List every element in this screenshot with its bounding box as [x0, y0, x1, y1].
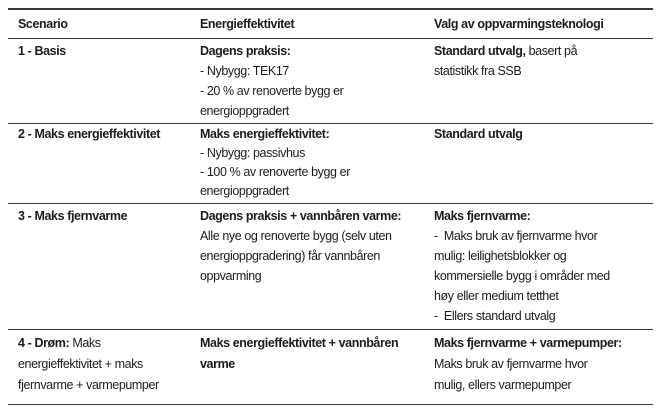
text-line [434, 246, 648, 266]
header-energieffektivitet: Energieffektivitet [200, 17, 295, 31]
table-body [8, 39, 653, 405]
table-row [8, 330, 653, 405]
text-line [200, 266, 419, 286]
cell-oppvarming [424, 204, 653, 329]
cell-scenario [8, 204, 190, 329]
text-run: basert på [525, 44, 578, 58]
bold-text-run: Maks fjernvarme: [434, 209, 531, 223]
text-run: Maks [69, 336, 101, 350]
text-line [434, 125, 648, 144]
text-line [200, 81, 419, 101]
text-run: mulig: leilighetsblokker og [434, 249, 567, 263]
bold-text-run: Dagens praksis: [200, 44, 291, 58]
text-line [434, 41, 648, 61]
cell-energieffektivitet [190, 204, 424, 329]
text-run: energioppgradert [200, 184, 289, 198]
text-line [434, 306, 648, 326]
bold-text-run: Maks energieffektivitet: [200, 127, 330, 141]
text-run: - 20 % av renoverte bygg er [200, 84, 344, 98]
cell-energieffektivitet [190, 124, 424, 203]
scenario-table [8, 8, 653, 405]
text-line [434, 286, 648, 306]
text-run: energioppgradert [200, 104, 289, 118]
cell-oppvarming [424, 330, 653, 404]
table-row [8, 39, 653, 124]
table-row [8, 124, 653, 204]
text-run: energioppgradering) får vannbåren [200, 249, 380, 263]
text-run: energieffektivitet + maks [18, 357, 143, 371]
text-line [434, 354, 648, 375]
text-run: kommersielle bygg i områder med [434, 269, 610, 283]
text-line [200, 144, 419, 163]
text-line [434, 266, 648, 286]
text-run: fjernvarme + varmepumper [18, 378, 159, 392]
bold-text-run: 4 - Drøm: [18, 336, 70, 350]
text-run: Maks bruk av fjernvarme hvor [434, 357, 588, 371]
text-line [434, 226, 648, 246]
text-line [200, 206, 419, 226]
text-line [18, 354, 185, 375]
bold-text-run: varme [200, 357, 235, 371]
bold-text-run: Standard utvalg, [434, 44, 526, 58]
text-run: mulig, ellers varmepumper [434, 378, 572, 392]
header-scenario: Scenario [18, 17, 68, 31]
text-line [18, 41, 185, 61]
text-line [200, 354, 419, 375]
text-line [200, 333, 419, 354]
text-line [434, 375, 648, 396]
text-line [200, 226, 419, 246]
bold-text-run: Maks fjernvarme + varmepumper: [434, 336, 622, 350]
cell-energieffektivitet [190, 330, 424, 404]
cell-scenario [8, 124, 190, 203]
table-header-row [8, 10, 653, 39]
text-run: Alle nye og renoverte bygg (selv uten [200, 229, 392, 243]
cell-scenario [8, 330, 190, 404]
text-run: - 100 % av renoverte bygg er [200, 165, 351, 179]
text-line [200, 163, 419, 182]
text-run: - Maks bruk av fjernvarme hvor [434, 229, 598, 243]
text-line [434, 333, 648, 354]
cell-oppvarming [424, 39, 653, 123]
text-line [18, 125, 185, 144]
text-line [200, 41, 419, 61]
cell-energieffektivitet [190, 39, 424, 123]
table-row [8, 204, 653, 330]
text-line [18, 375, 185, 396]
bold-text-run: 2 - Maks energieffektivitet [18, 127, 161, 141]
text-line [18, 206, 185, 226]
text-line [18, 333, 185, 354]
bold-text-run: 1 - Basis [18, 44, 66, 58]
bold-text-run: Standard utvalg [434, 127, 523, 141]
header-valg-av-oppvarmingsteknologi: Valg av oppvarmingsteknologi [434, 17, 604, 31]
text-run: høy eller medium tetthet [434, 289, 559, 303]
text-run: - Nybygg: TEK17 [200, 64, 289, 78]
text-line [200, 101, 419, 121]
text-line [200, 61, 419, 81]
text-line [434, 61, 648, 81]
bold-text-run: Dagens praksis + vannbåren varme: [200, 209, 402, 223]
text-run: statistikk fra SSB [434, 64, 522, 78]
text-line [200, 246, 419, 266]
text-line [200, 125, 419, 144]
text-run: - Ellers standard utvalg [434, 309, 556, 323]
bold-text-run: Maks energieffektivitet + vannbåren [200, 336, 399, 350]
text-run: oppvarming [200, 269, 262, 283]
cell-oppvarming [424, 124, 653, 203]
text-line [434, 206, 648, 226]
text-run: - Nybygg: passivhus [200, 146, 305, 160]
cell-scenario [8, 39, 190, 123]
text-line [200, 182, 419, 201]
bold-text-run: 3 - Maks fjernvarme [18, 209, 128, 223]
